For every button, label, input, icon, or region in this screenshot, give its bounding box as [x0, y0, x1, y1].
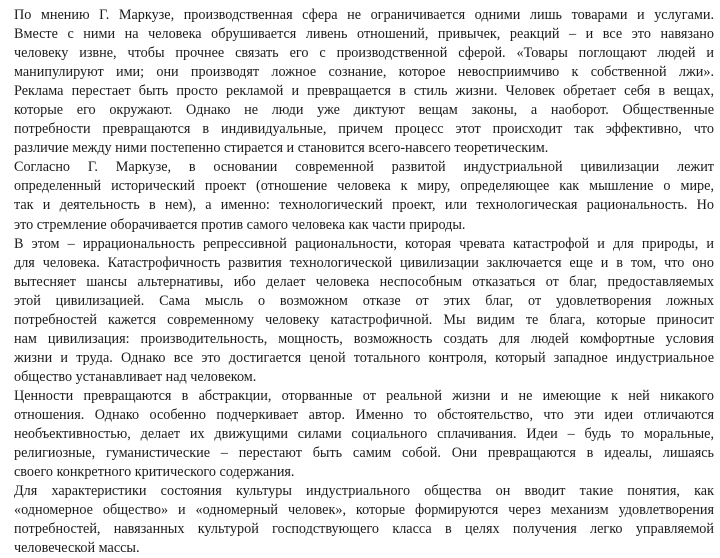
text-line: Согласно Г. Маркузе, в основании современной развитой индустриальной цивилизации лежит: [14, 159, 714, 176]
text-line: вытесняет шансы альтернативы, ибо делает человека неспособным отказаться от благ, предоставляемых: [14, 273, 714, 290]
text-line: для человека. Катастрофичность развития технологической цивилизации заключается еще и в том, что оно: [14, 254, 714, 271]
text-line: нам цивилизация: производительность, мощность, возможность создать для людей комфортные условия: [14, 330, 714, 347]
text-line: «одномерное общество» и «одномерный человек», которые формируются через механизм удовлетворения: [14, 502, 714, 519]
text-line: человеческой массы.: [14, 540, 140, 557]
text-line: этой цивилизацией. Сама мысль о возможном отказе от этих благ, от удовлетворения ложных: [14, 292, 714, 309]
text-line: человеку извне, чтобы прочнее связать его с производственной сферой. «Товары поглощают людей и: [14, 45, 714, 62]
text-line: манипулируют ими; они производят ложное сознание, которое невосприимчиво к собственной лжи».: [14, 64, 714, 81]
text-line: потребности превращаются в индивидуальные, причем процесс этот происходит так эффективно, что: [14, 121, 714, 138]
text-line: Ценности превращаются в абстракции, оторванные от реальной жизни и не имеющие к ней никакого: [14, 387, 714, 404]
text-line: общество устанавливает над человеком.: [14, 368, 257, 385]
text-line: По мнению Г. Маркузе, производственная сфера не ограничивается одними лишь товарами и услугами.: [14, 7, 714, 23]
text-line: это стремление оборачивается против самого человека как части природы.: [14, 216, 466, 233]
text-line: потребностей, навязанных культурой господствующего класса в целях получения легко управляемой: [14, 521, 714, 538]
text-line: своего конкретного критического содержания.: [14, 464, 295, 481]
text-line: необъективностью, делает их движущими силами социального сплачивания. Идеи – будь то моральные,: [14, 426, 714, 443]
text-line: так и деятельность в нем), а именно: технологический проект, или технологическая рациональность. Но: [14, 197, 714, 214]
text-line: Вместе с ними на человека обрушивается ливень отношений, привычек, реакций – и все это навязано: [14, 26, 714, 43]
text-line: жизни и труда. Однако все это достигается ценой тотального контроля, который западное индустриальное: [14, 349, 714, 366]
text-line: Реклама перестает быть просто рекламой и превращается в стиль жизни. Человек обретает себя в вещах,: [14, 83, 714, 100]
text-line: различие между ними постепенно стирается и становится всего-навсего теоретическим.: [14, 140, 549, 157]
text-line: потребностей кажется современному человеку катастрофичной. Мы видим те блага, которые приносит: [14, 311, 714, 328]
document-body: [14, 6, 714, 558]
text-line: религиозные, гуманистические – перестают быть самим собой. Они превращаются в идеалы, лишаясь: [14, 445, 714, 462]
text-line: которые его окружают. Однако не люди уже диктуют вещам законы, а наоборот. Общественные: [14, 102, 714, 119]
text-line: В этом – иррациональность репрессивной рациональности, которая чревата катастрофой и для природы, и: [14, 235, 714, 252]
text-line: отношения. Однако особенно подчеркивает автор. Именно то обстоятельство, что эти идеи отличаются: [14, 406, 714, 423]
text-line: определенный исторический проект (отношение человека к миру, определяющее как мышление о мире,: [14, 178, 714, 195]
text-line: Для характеристики состояния культуры индустриального общества он вводит такие понятия, как: [14, 483, 714, 500]
